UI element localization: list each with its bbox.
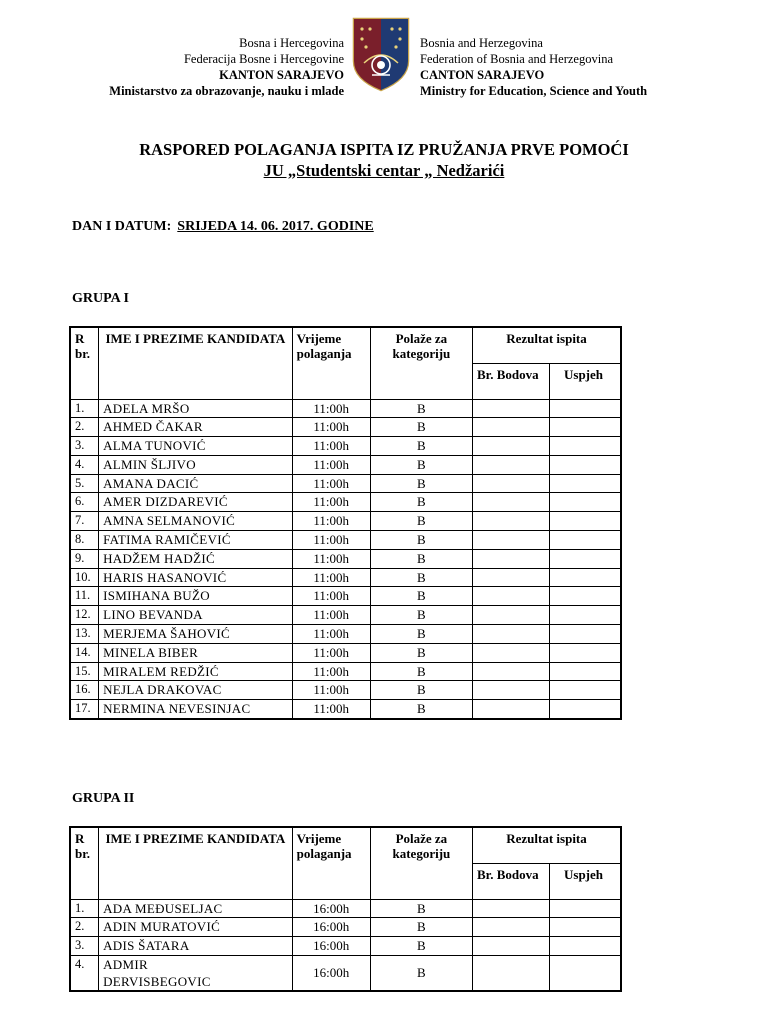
points-cell bbox=[473, 662, 550, 681]
points-cell bbox=[473, 606, 550, 625]
row-number: 12. bbox=[70, 606, 99, 625]
points-cell bbox=[473, 918, 550, 937]
exam-category: B bbox=[370, 937, 472, 956]
exam-category: B bbox=[370, 531, 472, 550]
row-number: 4. bbox=[70, 455, 99, 474]
candidate-name: NERMINA NEVESINJAC bbox=[99, 700, 293, 719]
col-header-result: Rezultat ispita bbox=[473, 327, 621, 363]
candidate-name: ADIS ŠATARA bbox=[99, 937, 293, 956]
exam-time: 11:00h bbox=[292, 549, 370, 568]
table-row bbox=[70, 399, 621, 418]
col-header-success: Uspjeh bbox=[550, 863, 622, 899]
success-cell bbox=[550, 549, 622, 568]
success-cell bbox=[550, 437, 622, 456]
row-number: 16. bbox=[70, 681, 99, 700]
candidate-name: AMANA DACIĆ bbox=[99, 474, 293, 493]
exam-time: 11:00h bbox=[292, 587, 370, 606]
document-subtitle: JU „Studentski centar „ Nedžarići bbox=[263, 161, 505, 180]
exam-category: B bbox=[370, 549, 472, 568]
success-cell bbox=[550, 587, 622, 606]
exam-time: 11:00h bbox=[292, 625, 370, 644]
table-row bbox=[70, 549, 621, 568]
candidate-name: ADIN MURATOVIĆ bbox=[99, 918, 293, 937]
candidate-name: MERJEMA ŠAHOVIĆ bbox=[99, 625, 293, 644]
row-number: 17. bbox=[70, 700, 99, 719]
row-number: 6. bbox=[70, 493, 99, 512]
row-number: 14. bbox=[70, 643, 99, 662]
exam-category: B bbox=[370, 399, 472, 418]
col-header-nr: R br. bbox=[70, 827, 99, 899]
exam-category: B bbox=[370, 587, 472, 606]
success-cell bbox=[550, 700, 622, 719]
points-cell bbox=[473, 568, 550, 587]
col-header-category: Polaže za kategoriju bbox=[370, 827, 472, 899]
candidate-name: ALMA TUNOVIĆ bbox=[99, 437, 293, 456]
table-row bbox=[70, 474, 621, 493]
candidate-name: AMNA SELMANOVIĆ bbox=[99, 512, 293, 531]
row-number: 9. bbox=[70, 549, 99, 568]
exam-category: B bbox=[370, 606, 472, 625]
header-country-en: Bosnia and Herzegovina bbox=[420, 36, 543, 50]
row-number: 13. bbox=[70, 625, 99, 644]
table-row bbox=[70, 918, 621, 937]
candidate-name: LINO BEVANDA bbox=[99, 606, 293, 625]
col-header-time: Vrijeme polaganja bbox=[292, 827, 370, 899]
col-header-points: Br. Bodova bbox=[473, 863, 550, 899]
exam-category: B bbox=[370, 625, 472, 644]
exam-time: 11:00h bbox=[292, 437, 370, 456]
candidate-name: ADA MEĐUSELJAC bbox=[99, 899, 293, 918]
points-cell bbox=[473, 418, 550, 437]
row-number: 15. bbox=[70, 662, 99, 681]
points-cell bbox=[473, 955, 550, 991]
row-number: 10. bbox=[70, 568, 99, 587]
header-ministry-bs: Ministarstvo za obrazovanje, nauku i mlade bbox=[109, 84, 344, 98]
canton-coat-of-arms-logo bbox=[352, 17, 410, 92]
exam-category: B bbox=[370, 662, 472, 681]
success-cell bbox=[550, 606, 622, 625]
exam-category: B bbox=[370, 700, 472, 719]
row-number: 2. bbox=[70, 918, 99, 937]
row-number: 11. bbox=[70, 587, 99, 606]
exam-time: 11:00h bbox=[292, 606, 370, 625]
success-cell bbox=[550, 512, 622, 531]
points-cell bbox=[473, 700, 550, 719]
row-number: 1. bbox=[70, 899, 99, 918]
candidate-name: HADŽEM HADŽIĆ bbox=[99, 549, 293, 568]
table-row bbox=[70, 587, 621, 606]
points-cell bbox=[473, 531, 550, 550]
success-cell bbox=[550, 399, 622, 418]
exam-category: B bbox=[370, 493, 472, 512]
table-row bbox=[70, 662, 621, 681]
header-bosnian bbox=[109, 35, 344, 99]
row-number: 8. bbox=[70, 531, 99, 550]
success-cell bbox=[550, 568, 622, 587]
exam-time: 11:00h bbox=[292, 681, 370, 700]
row-number: 1. bbox=[70, 399, 99, 418]
exam-category: B bbox=[370, 918, 472, 937]
exam-time: 11:00h bbox=[292, 662, 370, 681]
candidate-name: HARIS HASANOVIĆ bbox=[99, 568, 293, 587]
group-1-table bbox=[69, 326, 622, 720]
header-ministry-en: Ministry for Education, Science and Youth bbox=[420, 84, 648, 98]
exam-category: B bbox=[370, 455, 472, 474]
candidate-name: ISMIHANA BUŽO bbox=[99, 587, 293, 606]
table-row bbox=[70, 681, 621, 700]
points-cell bbox=[473, 399, 550, 418]
row-number: 3. bbox=[70, 437, 99, 456]
exam-category: B bbox=[370, 437, 472, 456]
row-number: 3. bbox=[70, 937, 99, 956]
success-cell bbox=[550, 662, 622, 681]
exam-time: 11:00h bbox=[292, 568, 370, 587]
row-number: 5. bbox=[70, 474, 99, 493]
candidate-name: FATIMA RAMIČEVIĆ bbox=[99, 531, 293, 550]
header-english bbox=[420, 35, 647, 99]
table-row bbox=[70, 955, 621, 991]
table-row bbox=[70, 418, 621, 437]
exam-category: B bbox=[370, 681, 472, 700]
success-cell bbox=[550, 955, 622, 991]
exam-time: 11:00h bbox=[292, 700, 370, 719]
points-cell bbox=[473, 625, 550, 644]
table-row bbox=[70, 606, 621, 625]
candidate-name: MINELA BIBER bbox=[99, 643, 293, 662]
points-cell bbox=[473, 455, 550, 474]
row-number: 4. bbox=[70, 955, 99, 991]
exam-category: B bbox=[370, 899, 472, 918]
date-label: DAN I DATUM: bbox=[72, 219, 172, 234]
exam-time: 11:00h bbox=[292, 418, 370, 437]
success-cell bbox=[550, 493, 622, 512]
exam-time: 11:00h bbox=[292, 455, 370, 474]
exam-category: B bbox=[370, 418, 472, 437]
table-row bbox=[70, 568, 621, 587]
group-2-table bbox=[69, 826, 622, 992]
candidate-name: AMER DIZDAREVIĆ bbox=[99, 493, 293, 512]
table-row bbox=[70, 512, 621, 531]
col-header-category: Polaže za kategoriju bbox=[370, 327, 472, 399]
exam-category: B bbox=[370, 643, 472, 662]
candidate-name: NEJLA DRAKOVAC bbox=[99, 681, 293, 700]
group-1-title: GRUPA I bbox=[72, 291, 129, 306]
header-federation-en: Federation of Bosnia and Herzegovina bbox=[420, 52, 613, 66]
header-country-bs: Bosna i Hercegovina bbox=[239, 36, 344, 50]
exam-time: 11:00h bbox=[292, 399, 370, 418]
exam-time: 16:00h bbox=[292, 937, 370, 956]
exam-category: B bbox=[370, 568, 472, 587]
points-cell bbox=[473, 474, 550, 493]
points-cell bbox=[473, 493, 550, 512]
exam-category: B bbox=[370, 474, 472, 493]
points-cell bbox=[473, 549, 550, 568]
exam-time: 11:00h bbox=[292, 512, 370, 531]
table-row bbox=[70, 531, 621, 550]
header-canton-en: CANTON SARAJEVO bbox=[420, 68, 545, 82]
success-cell bbox=[550, 474, 622, 493]
candidate-name: ADMIR DERVISBEGOVIC bbox=[99, 955, 293, 991]
col-header-name: IME I PREZIME KANDIDATA bbox=[99, 327, 293, 399]
exam-category: B bbox=[370, 512, 472, 531]
exam-time: 16:00h bbox=[292, 899, 370, 918]
candidate-name: ALMIN ŠLJIVO bbox=[99, 455, 293, 474]
points-cell bbox=[473, 512, 550, 531]
exam-time: 16:00h bbox=[292, 918, 370, 937]
header-federation-bs: Federacija Bosne i Hercegovine bbox=[183, 52, 344, 66]
success-cell bbox=[550, 937, 622, 956]
table-row bbox=[70, 643, 621, 662]
table-row bbox=[70, 625, 621, 644]
points-cell bbox=[473, 587, 550, 606]
points-cell bbox=[473, 899, 550, 918]
success-cell bbox=[550, 455, 622, 474]
points-cell bbox=[473, 643, 550, 662]
points-cell bbox=[473, 937, 550, 956]
points-cell bbox=[473, 681, 550, 700]
success-cell bbox=[550, 643, 622, 662]
row-number: 7. bbox=[70, 512, 99, 531]
col-header-nr: R br. bbox=[70, 327, 99, 399]
exam-time: 11:00h bbox=[292, 474, 370, 493]
col-header-name: IME I PREZIME KANDIDATA bbox=[99, 827, 293, 899]
col-header-time: Vrijeme polaganja bbox=[292, 327, 370, 399]
col-header-result: Rezultat ispita bbox=[473, 827, 621, 863]
table-row bbox=[70, 700, 621, 719]
table-row bbox=[70, 493, 621, 512]
table-row bbox=[70, 437, 621, 456]
document-title: RASPORED POLAGANJA ISPITA IZ PRUŽANJA PRVE POMOĆI bbox=[139, 140, 629, 159]
header-canton-bs: KANTON SARAJEVO bbox=[219, 68, 344, 82]
exam-time: 11:00h bbox=[292, 643, 370, 662]
success-cell bbox=[550, 531, 622, 550]
date-value: SRIJEDA 14. 06. 2017. GODINE bbox=[177, 219, 374, 234]
table-row bbox=[70, 455, 621, 474]
exam-time: 11:00h bbox=[292, 531, 370, 550]
exam-category: B bbox=[370, 955, 472, 991]
points-cell bbox=[473, 437, 550, 456]
col-header-success: Uspjeh bbox=[550, 363, 622, 399]
candidate-name: MIRALEM REDŽIĆ bbox=[99, 662, 293, 681]
row-number: 2. bbox=[70, 418, 99, 437]
candidate-name: ADELA MRŠO bbox=[99, 399, 293, 418]
candidate-name: AHMED ČAKAR bbox=[99, 418, 293, 437]
group-2-title: GRUPA II bbox=[72, 791, 135, 806]
col-header-points: Br. Bodova bbox=[473, 363, 550, 399]
table-row bbox=[70, 937, 621, 956]
exam-time: 11:00h bbox=[292, 493, 370, 512]
exam-time: 16:00h bbox=[292, 955, 370, 991]
success-cell bbox=[550, 681, 622, 700]
success-cell bbox=[550, 625, 622, 644]
table-row bbox=[70, 899, 621, 918]
success-cell bbox=[550, 918, 622, 937]
success-cell bbox=[550, 418, 622, 437]
success-cell bbox=[550, 899, 622, 918]
exam-date-line bbox=[72, 219, 374, 235]
